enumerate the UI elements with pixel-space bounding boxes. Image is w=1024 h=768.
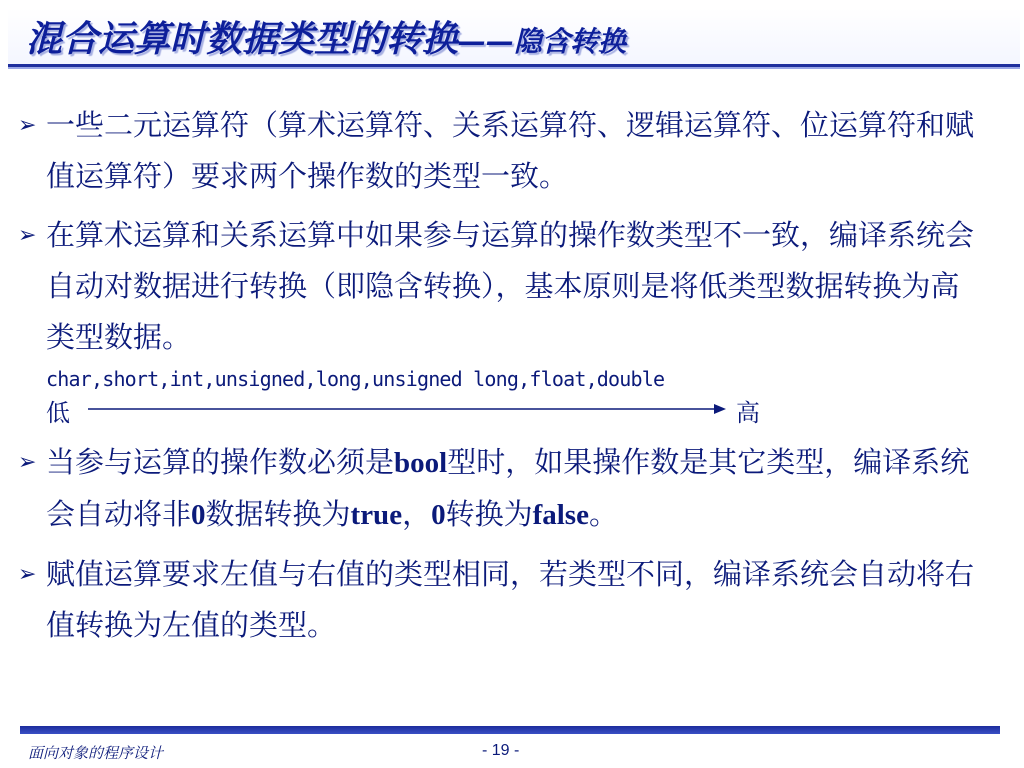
bullet-list [16,100,986,651]
bullet-text-part: 0 [191,499,206,531]
bullet-text: 一些二元运算符（算术运算符、关系运算符、逻辑运算符、位运算符和赋值运算符）要求两个操作数的类型一致。 [46,108,975,193]
low-label: 低 [46,399,70,427]
bullet-text [46,445,969,531]
course-name: 面向对象的程序设计 [28,744,164,762]
page-number: - 19 - [482,742,520,759]
bullet-text-part: 转换为 [445,497,533,531]
bullet-text-part: 0 [431,499,446,531]
bullet-text-part: 型时，如果操作数是其它类型，编译系统会自动将非 [46,445,970,531]
bullet-text-part: 当参与运算的操作数必须是 [46,445,395,479]
footer-divider [20,726,1000,734]
title-bar [8,8,1020,67]
bullet-arrow-icon: ➢ [18,562,37,587]
bullet-text-part: false [532,499,589,531]
title-subtitle: ——隐含转换 [458,25,627,58]
bullet-text-part: true [350,499,403,531]
bullet-text-part: 。 [588,497,618,531]
slide-title [26,18,626,64]
type-order-list: char,short,int,unsigned,long,unsigned long,float,double [46,367,665,391]
bullet-text-part: 数据转换为 [205,497,351,531]
high-label: 高 [736,399,760,427]
bullet-arrow-icon: ➢ [18,223,37,248]
bullet-item [16,100,986,202]
bullet-item [16,549,986,651]
bullet-item [16,210,986,363]
arrow-right-icon [88,401,728,417]
bullet-text-part: ， [402,497,432,531]
bullet-arrow-icon: ➢ [18,113,37,138]
bullet-text-part: bool [394,447,448,479]
title-main: 混合运算时数据类型的转换 [26,19,459,60]
type-order [16,365,986,425]
type-order-scale [46,393,796,425]
bullet-text: 赋值运算要求左值与右值的类型相同，若类型不同，编译系统会自动将右值转换为左值的类型。 [46,557,975,642]
bullet-item [16,437,986,541]
bullet-arrow-icon: ➢ [18,450,37,475]
bullet-text: 在算术运算和关系运算中如果参与运算的操作数类型不一致，编译系统会自动对数据进行转换（即隐含转换），基本原则是将低类型数据转换为高类型数据。 [46,218,975,354]
